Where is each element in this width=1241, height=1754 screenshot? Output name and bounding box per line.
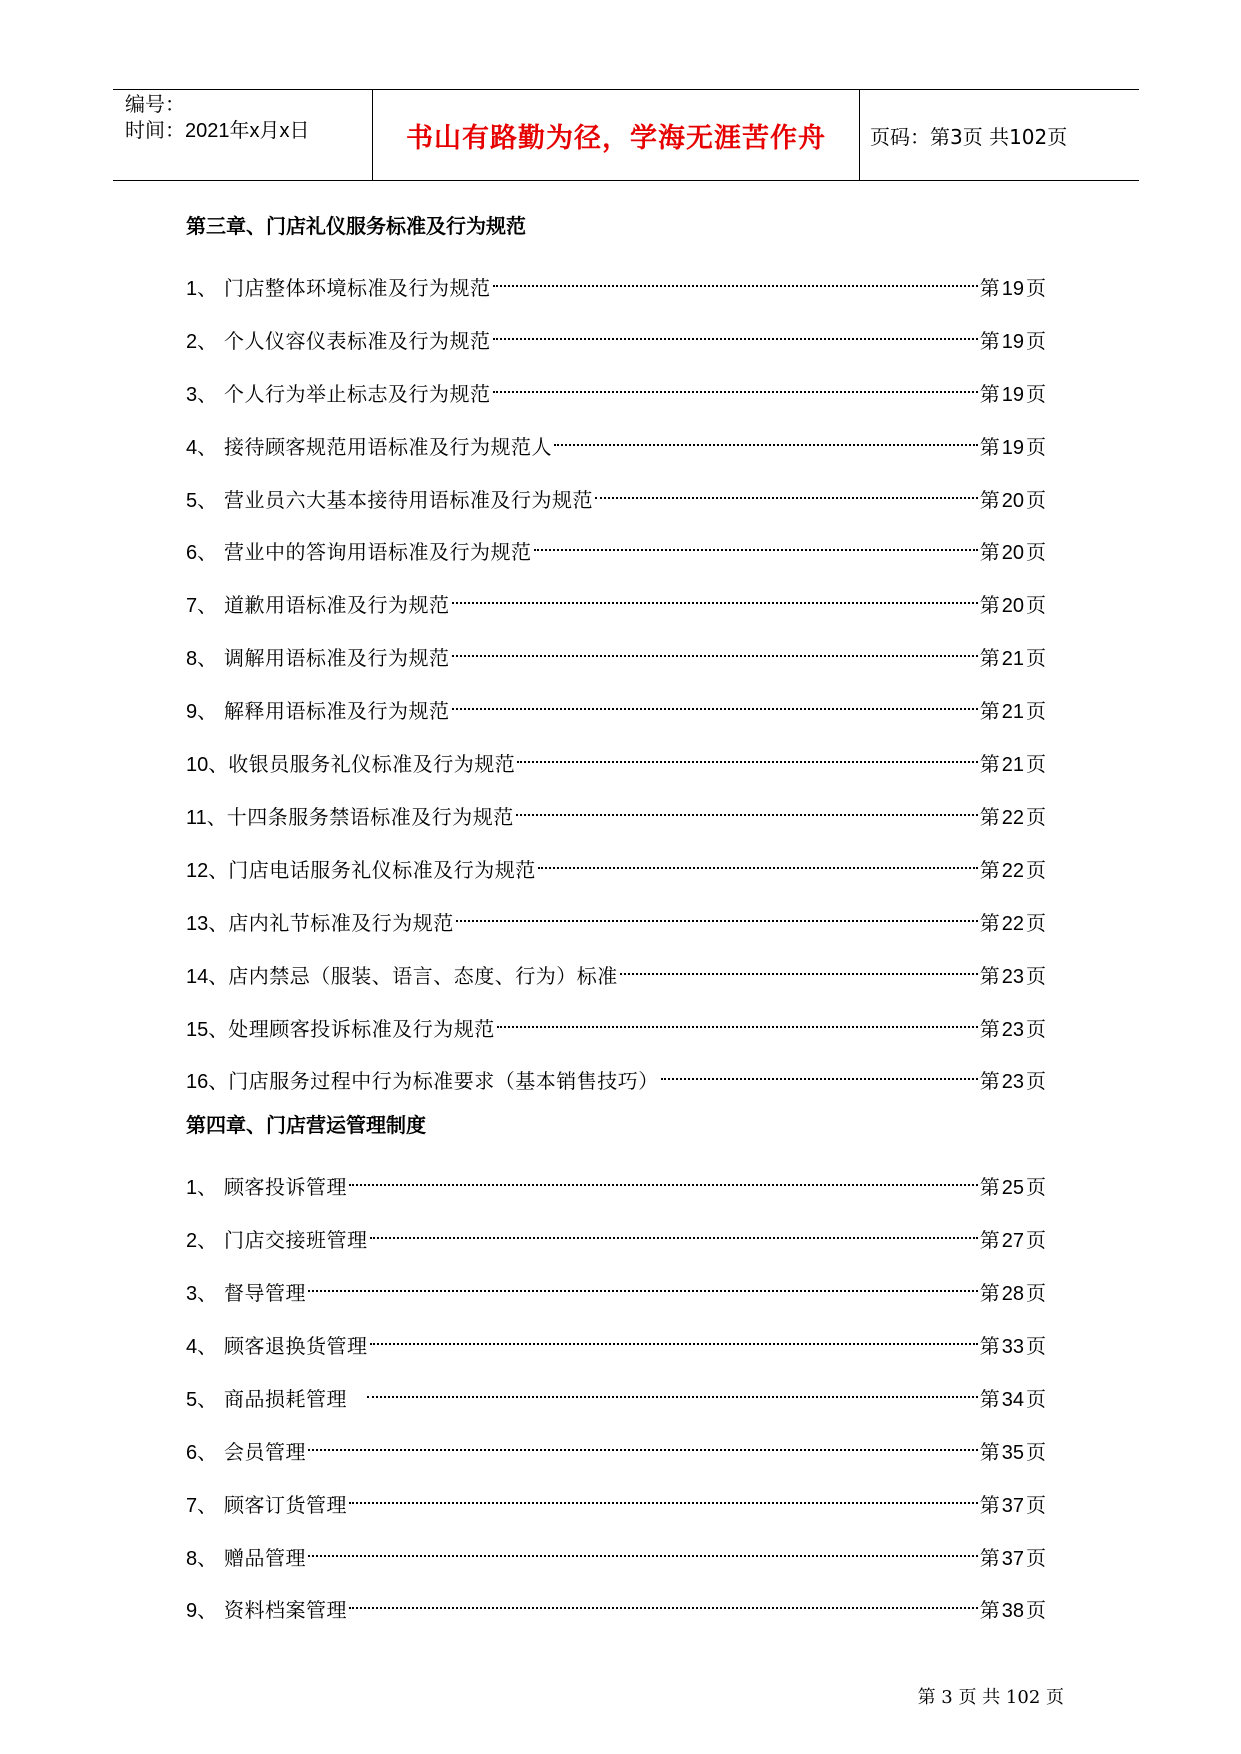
toc-entry-number: 11、 [186, 806, 227, 829]
page-suffix: 页 [1026, 857, 1046, 882]
toc-entry[interactable] [186, 1480, 1046, 1517]
toc-leader-dots [308, 1268, 978, 1300]
toc-entry[interactable] [186, 1427, 1046, 1464]
page-suffix: 页 [1026, 1175, 1046, 1200]
toc-leader-dots [661, 1056, 978, 1088]
toc-leader-dots [517, 739, 978, 771]
page-prefix: 第 [979, 752, 1000, 776]
toc-leader-dots [370, 1321, 978, 1353]
toc-entry[interactable] [186, 475, 1046, 512]
page-number: 35 [1001, 1441, 1024, 1464]
chapter-heading: 第四章、门店营运管理制度 [186, 1113, 426, 1138]
toc-entry-page [980, 536, 1046, 569]
toc-entry[interactable] [186, 369, 1046, 406]
toc-entry[interactable] [186, 1215, 1046, 1253]
page-suffix: 页 [1026, 434, 1046, 459]
page-number: 23 [1001, 1018, 1024, 1041]
document-number-label: 编号： [125, 94, 185, 116]
toc-leader-dots [308, 1533, 978, 1565]
toc-entry-number: 4、 [186, 436, 218, 459]
header-page-cell [860, 90, 1139, 180]
page-prefix: 第 [979, 1175, 1000, 1200]
toc-entry[interactable] [186, 739, 1046, 776]
page-number: 19 [1001, 330, 1024, 353]
toc-entry-page [980, 1065, 1046, 1098]
toc-entry-page [980, 1436, 1046, 1469]
toc-leader-dots [534, 527, 978, 559]
toc-entry[interactable] [186, 580, 1046, 618]
toc-entry-title: 十四条服务禁语标准及行为规范 [226, 804, 514, 829]
toc-leader-dots [538, 845, 978, 877]
page-number: 21 [1001, 648, 1024, 671]
toc-entry-page [980, 1330, 1046, 1363]
page-number: 19 [1001, 383, 1024, 406]
toc-entry-number: 3、 [186, 383, 218, 406]
page-number: 38 [1001, 1600, 1024, 1623]
toc-entry-page [980, 695, 1046, 728]
toc-entry-title: 道歉用语标准及行为规范 [224, 593, 450, 618]
page-prefix: 第 [979, 1016, 1000, 1041]
toc-entry[interactable] [186, 792, 1046, 829]
toc-leader-dots [493, 263, 978, 295]
header-info-cell [113, 90, 373, 180]
page-prefix: 第 [979, 1439, 1000, 1464]
toc-entry-number: 16、 [186, 1071, 229, 1094]
toc-entry-number: 5、 [186, 1388, 218, 1411]
page-suffix: 页 [1026, 593, 1046, 618]
page-number: 23 [1001, 1071, 1024, 1094]
toc-entry-page [980, 484, 1046, 517]
page-prefix: 第 [979, 1333, 1000, 1358]
toc-entry-title: 解释用语标准及行为规范 [224, 699, 450, 724]
toc-entry[interactable] [186, 1268, 1046, 1305]
toc-entry-title: 赠品管理 [224, 1545, 306, 1570]
toc-entry-page [980, 642, 1046, 675]
toc-entry-number: 9、 [186, 701, 218, 724]
page-number: 25 [1001, 1177, 1024, 1200]
toc-entry[interactable] [186, 263, 1046, 300]
toc-leader-dots [452, 633, 978, 665]
toc-entry-page [980, 272, 1046, 305]
toc-entry-page [980, 325, 1046, 358]
toc-entry-number: 7、 [186, 1494, 218, 1517]
toc-leader-dots [493, 369, 978, 401]
toc-entry[interactable] [186, 898, 1046, 935]
toc-leader-dots [493, 316, 978, 348]
page-number: 37 [1001, 1494, 1024, 1517]
toc-entry[interactable] [186, 845, 1046, 882]
toc-entry-title: 接待顾客规范用语标准及行为规范人 [224, 434, 552, 459]
toc-entry[interactable] [186, 422, 1046, 459]
toc-leader-dots [554, 422, 978, 454]
toc-entry-page [980, 801, 1046, 834]
page-suffix: 页 [1026, 963, 1046, 988]
page-number: 20 [1001, 595, 1024, 618]
page-suffix: 页 [1026, 328, 1046, 353]
toc-entry-title: 商品损耗管理 [224, 1386, 347, 1411]
page-prefix: 第 [979, 646, 1000, 671]
toc-entry-number: 6、 [186, 1441, 218, 1464]
page-prefix: 第 [979, 1069, 1000, 1094]
toc-entry-title: 顾客退换货管理 [224, 1333, 368, 1358]
page-prefix: 第 [979, 1598, 1000, 1623]
page-prefix: 第 [979, 487, 1000, 512]
toc-entry-number: 1、 [186, 1177, 218, 1200]
header-motto: 书山有路勤为径，学海无涯苦作舟 [406, 122, 826, 154]
toc-entry-page [980, 1277, 1046, 1310]
toc-entry-number: 8、 [186, 1547, 218, 1570]
page-prefix: 第 [979, 1545, 1000, 1570]
toc-leader-dots [349, 1162, 978, 1194]
page-suffix: 页 [1026, 540, 1046, 565]
page-number: 19 [1001, 436, 1024, 459]
page-number: 34 [1001, 1388, 1024, 1411]
page-number: 37 [1001, 1547, 1024, 1570]
toc-entry-title: 店内禁忌（服装、语言、态度、行为）标准 [228, 963, 618, 988]
page-prefix: 第 [979, 593, 1000, 618]
toc-entry-page [980, 907, 1046, 940]
toc-entry-page [980, 431, 1046, 464]
toc-entry-number: 7、 [186, 595, 218, 618]
toc-entry[interactable] [186, 1533, 1046, 1570]
toc-entry-page [980, 960, 1046, 993]
toc-entry-title: 门店交接班管理 [224, 1228, 368, 1253]
toc-leader-dots [349, 1480, 978, 1512]
toc-entry-title: 个人仪容仪表标准及行为规范 [224, 328, 491, 353]
toc-entry-number: 2、 [186, 1230, 218, 1253]
page-prefix: 第 [979, 1281, 1000, 1305]
toc-entry-title: 资料档案管理 [224, 1598, 347, 1623]
toc-entry-page [980, 1383, 1046, 1416]
toc-entry-title: 门店电话服务礼仪标准及行为规范 [228, 857, 536, 882]
page-prefix: 第 [979, 1492, 1000, 1517]
toc-entry-title: 督导管理 [224, 1281, 306, 1305]
toc-leader-dots [349, 1585, 978, 1617]
header-page-code: 页码：第3页 共102页 [870, 124, 1068, 149]
toc-leader-dots [456, 898, 978, 930]
toc-entry-number: 14、 [186, 965, 229, 988]
toc-leader-dots [620, 951, 978, 983]
toc-leader-dots [497, 1004, 978, 1036]
page-prefix: 第 [979, 699, 1000, 724]
page-number: 33 [1001, 1335, 1024, 1358]
toc-entry-title: 会员管理 [224, 1439, 306, 1464]
toc-entry[interactable] [186, 1056, 1046, 1094]
page-number: 22 [1001, 859, 1024, 882]
page-number: 21 [1001, 754, 1024, 776]
toc-entry-number: 6、 [186, 542, 218, 565]
page-prefix: 第 [979, 1228, 1000, 1253]
toc-leader-dots [516, 792, 978, 824]
toc-entry-number: 8、 [186, 648, 218, 671]
toc-entry[interactable] [186, 527, 1046, 565]
page-suffix: 页 [1026, 1069, 1046, 1094]
page-suffix: 页 [1026, 699, 1046, 724]
page-prefix: 第 [979, 857, 1000, 882]
toc-entry[interactable] [186, 1321, 1046, 1358]
toc-entry[interactable] [186, 1004, 1046, 1041]
toc-entry-title: 营业中的答询用语标准及行为规范 [224, 540, 532, 565]
toc-entry-page [980, 1594, 1046, 1627]
toc-entry-title: 门店服务过程中行为标准要求（基本销售技巧） [228, 1069, 659, 1094]
toc-entry-page [980, 1542, 1046, 1575]
toc-leader-dots [308, 1427, 978, 1459]
toc-entry[interactable] [186, 316, 1046, 353]
page-number: 22 [1001, 806, 1024, 829]
page-number: 22 [1001, 912, 1024, 935]
toc-entry-number: 15、 [186, 1018, 229, 1041]
page-prefix: 第 [979, 963, 1000, 988]
toc-entry[interactable] [186, 951, 1046, 988]
toc-entry-title: 调解用语标准及行为规范 [224, 646, 450, 671]
toc-entry-page [980, 1171, 1046, 1204]
page-number: 19 [1001, 277, 1024, 300]
page-suffix: 页 [1026, 1492, 1046, 1517]
page-number: 27 [1001, 1230, 1024, 1253]
page-prefix: 第 [979, 540, 1000, 565]
toc-entry-number: 13、 [186, 912, 229, 935]
toc-leader-dots [452, 686, 978, 718]
page-suffix: 页 [1026, 1386, 1046, 1411]
toc-entry-number: 10、 [186, 754, 229, 776]
page-footer: 第 3 页 共 102 页 [917, 1687, 1064, 1708]
chapter-heading: 第三章、门店礼仪服务标准及行为规范 [186, 214, 526, 238]
toc-entry-title: 收银员服务礼仪标准及行为规范 [228, 752, 516, 776]
toc-entry-page [980, 1489, 1046, 1522]
page-number: 20 [1001, 542, 1024, 565]
toc-entry-number: 9、 [186, 1600, 218, 1623]
document-date-label: 时间：2021年x月x日 [125, 120, 310, 142]
page-number: 21 [1001, 701, 1024, 724]
toc-entry-title: 处理顾客投诉标准及行为规范 [228, 1016, 495, 1041]
page-number: 23 [1001, 965, 1024, 988]
page-prefix: 第 [979, 381, 1000, 406]
toc-entry-title: 顾客订货管理 [224, 1492, 347, 1517]
page-suffix: 页 [1026, 1598, 1046, 1623]
page-suffix: 页 [1026, 752, 1046, 776]
page-suffix: 页 [1026, 646, 1046, 671]
toc-leader-dots [452, 580, 978, 612]
page-prefix: 第 [979, 434, 1000, 459]
toc-entry-page [980, 378, 1046, 411]
toc-entry-page [980, 748, 1046, 781]
toc-leader-dots [367, 1374, 978, 1406]
page-suffix: 页 [1026, 1439, 1046, 1464]
page-header [113, 89, 1139, 181]
toc-entry-number: 1、 [186, 277, 218, 300]
page-suffix: 页 [1026, 1281, 1046, 1305]
toc-entry[interactable] [186, 686, 1046, 724]
toc-entry[interactable] [186, 633, 1046, 671]
page-prefix: 第 [979, 1386, 1000, 1411]
toc-entry[interactable] [186, 1374, 1046, 1411]
toc-entry-title: 营业员六大基本接待用语标准及行为规范 [224, 487, 593, 512]
page-number: 20 [1001, 489, 1024, 512]
toc-entry-number: 5、 [186, 489, 218, 512]
toc-entry-title: 个人行为举止标志及行为规范 [224, 381, 491, 406]
page-suffix: 页 [1026, 487, 1046, 512]
page-suffix: 页 [1026, 804, 1046, 829]
page-suffix: 页 [1026, 1016, 1046, 1041]
page-suffix: 页 [1026, 1545, 1046, 1570]
toc-entry-number: 3、 [186, 1283, 218, 1305]
toc-entry[interactable] [186, 1585, 1046, 1623]
page-prefix: 第 [979, 910, 1000, 935]
page-suffix: 页 [1026, 910, 1046, 935]
page-suffix: 页 [1026, 1228, 1046, 1253]
page-suffix: 页 [1026, 1333, 1046, 1358]
toc-entry-title: 门店整体环境标准及行为规范 [224, 275, 491, 300]
toc-leader-dots [595, 475, 978, 507]
header-motto-cell [373, 90, 860, 180]
toc-entry-page [980, 1013, 1046, 1046]
toc-entry-number: 2、 [186, 330, 218, 353]
toc-entry-page [980, 854, 1046, 887]
toc-entry-title: 店内礼节标准及行为规范 [228, 910, 454, 935]
page-suffix: 页 [1026, 275, 1046, 300]
page-prefix: 第 [979, 804, 1000, 829]
toc-entry-page [980, 1224, 1046, 1257]
toc-leader-dots [370, 1215, 978, 1247]
toc-entry-number: 12、 [186, 859, 229, 882]
page-prefix: 第 [979, 275, 1000, 300]
page-prefix: 第 [979, 328, 1000, 353]
toc-entry-number: 4、 [186, 1335, 218, 1358]
toc-entry-page [980, 589, 1046, 622]
toc-entry[interactable] [186, 1162, 1046, 1200]
page-number: 28 [1001, 1283, 1024, 1305]
toc-entry-title: 顾客投诉管理 [224, 1175, 347, 1200]
page-suffix: 页 [1026, 381, 1046, 406]
